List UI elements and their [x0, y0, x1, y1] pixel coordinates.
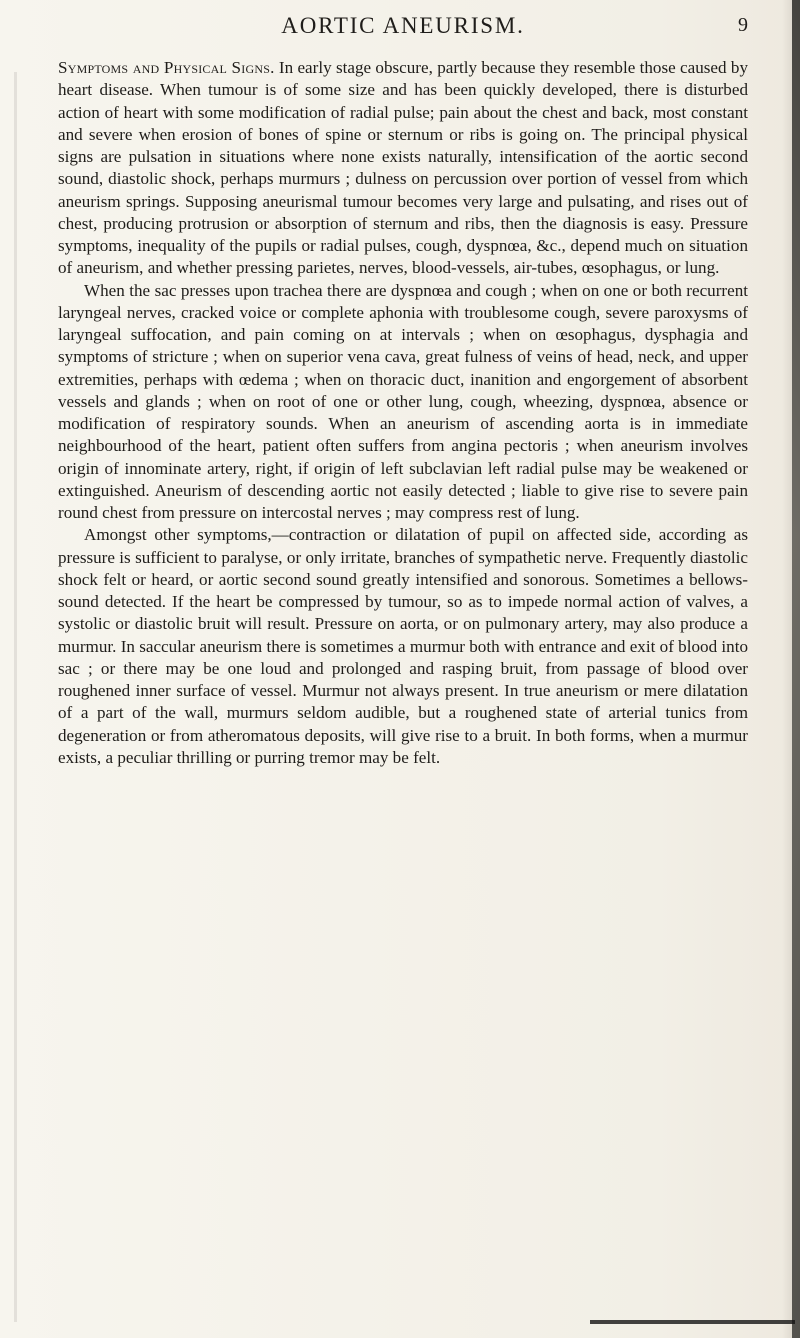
section-heading: Symptoms and Physical Signs.: [58, 58, 275, 77]
paragraph-pressure-signs: When the sac presses upon trachea there are dyspnœa and cough ; when on one or both recurrent laryngeal nerves, cracked voice or complete aphonia with troublesome cough, severe paroxysms of laryngeal suffocation, and pain coming on at intervals ; when on œsophagus, dysphagia and symptoms of stricture ; when on superior vena cava, great fulness of veins of head, neck, and upper extremities, perhaps with œdema ; when on thoracic duct, inanition and engorgement of absorbent vessels and glands ; when on root of one or other lung, cough, wheezing, dyspnœa, absence or modification of respiratory sounds. When an aneurism of ascending aorta is in immediate neighbourhood of the heart, patient often suffers from angina pectoris ; when aneurism involves origin of innominate artery, right, if origin of left subclavian left radial pulse may be weakened or extinguished. Aneurism of descending aortic not easily detected ; liable to give rise to severe pain round chest from pressure on intercostal nerves ; may compress rest of lung.: [58, 280, 748, 522]
dark-edge-strip: [792, 0, 800, 1338]
body-text: [58, 57, 748, 769]
paragraph-symptoms-text: In early stage obscure, partly because they resemble those caused by heart disease. When tumour is of some size and has been quickly developed, there is disturbed action of heart with some modification of radial pulse; pain about the chest and back, most constant and severe when erosion of bones of spine or sternum or ribs is going on. The principal physical signs are pulsation in situations where none exists naturally, intensification of the aortic second sound, diastolic shock, perhaps murmurs ; dulness on percussion over portion of vessel from which aneurism springs. Supposing aneurismal tumour becomes very large and pulsating, and rises out of chest, producing protrusion or absorption of sternum and ribs, then the diagnosis is easy. Pressure symptoms, inequality of the pupils or radial pulses, cough, dyspnœa, &c., depend much on situation of aneurism, and whether pressing parietes, nerves, blood-vessels, air-tubes, œsophagus, or lung.: [58, 58, 748, 278]
page-edge-shadow: [14, 72, 17, 1322]
running-title: AORTIC ANEURISM.: [281, 13, 525, 38]
running-head: [58, 8, 748, 44]
bottom-edge-mark: [590, 1320, 795, 1324]
paragraph-other-symptoms: Amongst other symptoms,—contraction or dilatation of pupil on affected side, according as pressure is sufficient to paralyse, or only irritate, branches of sympathetic nerve. Frequently diastolic shock felt or heard, or aortic second sound greatly intensified and sonorous. Sometimes a bellows-sound detected. If the heart be compressed by tumour, so as to impede normal action of valves, a systolic or diastolic bruit will result. Pressure on aorta, or on pulmonary artery, may also produce a murmur. In saccular aneurism there is sometimes a murmur both with entrance and exit of blood into sac ; or there may be one loud and prolonged and rasping bruit, from passage of blood over roughened inner surface of vessel. Murmur not always present. In true aneurism or mere dilatation of a part of the wall, murmurs seldom audible, but a roughened state of arterial tunics from degeneration or from atheromatous deposits, will give rise to a bruit. In both forms, when a murmur exists, a peculiar thrilling or purring tremor may be felt.: [58, 525, 748, 767]
paragraph-symptoms: [58, 57, 748, 280]
page-number: 9: [738, 14, 748, 36]
